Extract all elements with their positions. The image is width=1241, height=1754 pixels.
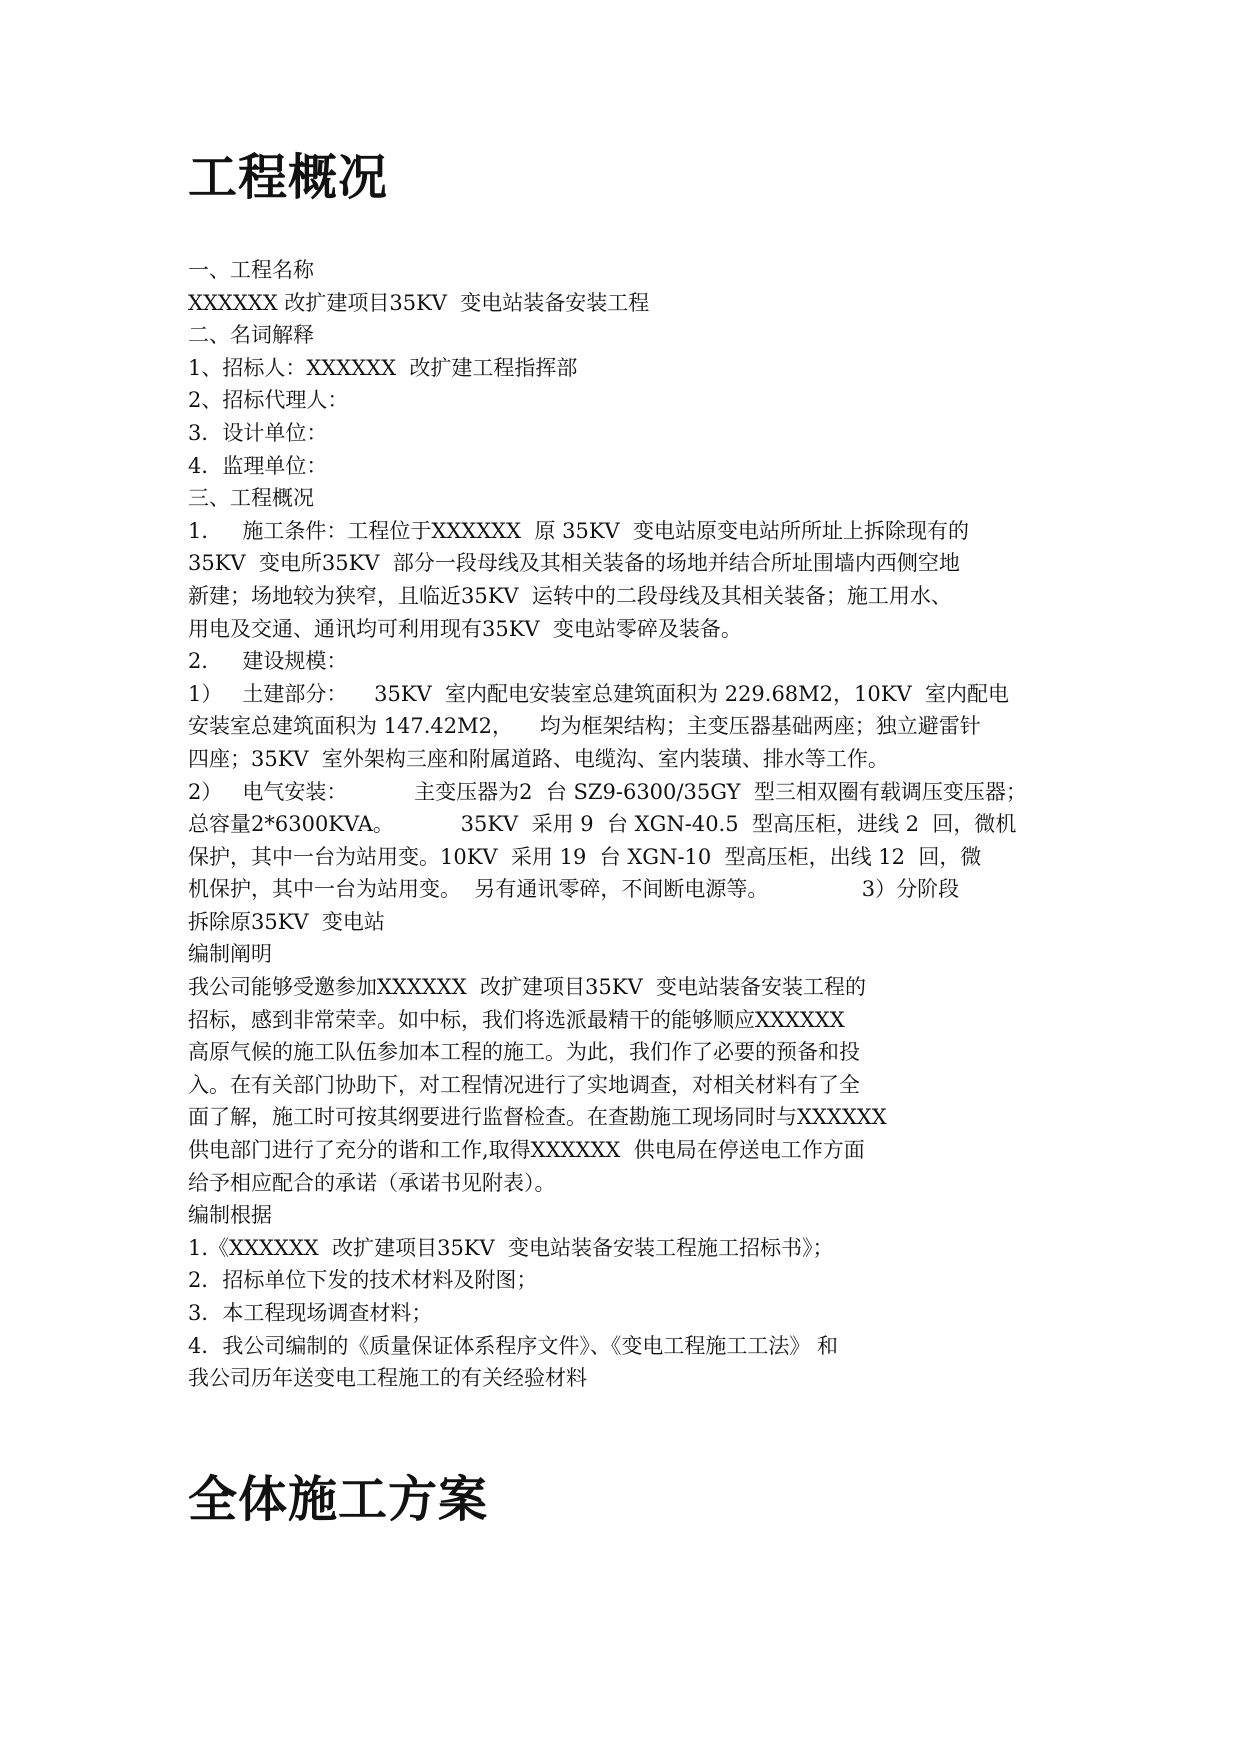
text-line: 我公司能够受邀参加XXXXXX 改扩建项目35KV 变电站装备安装工程的 (188, 975, 866, 1000)
section-heading-construction-plan: 全体施工方案 (188, 1471, 489, 1528)
text-line: 我公司历年送变电工程施工的有关经验材料 (188, 1366, 587, 1391)
text-line: 2） 电气安装： 主变压器为2 台 SZ9-6300/35GY 型三相双圈有载调压变压器； (188, 779, 1027, 804)
text-line: 入。在有关部门协助下，对工程情况进行了实地调查，对相关材料有了全 (188, 1072, 860, 1097)
text-line: XXXXXX 改扩建项目35KV 变电站装备安装工程 (188, 290, 650, 315)
text-line: 给予相应配合的承诺（承诺书见附表）。 (188, 1170, 556, 1195)
text-line: 1． 施工条件：工程位于XXXXXX 原 35KV 变电站原变电站所所址上拆除现有的 (188, 518, 970, 543)
text-line: 2． 建设规模： (188, 649, 348, 674)
body-text (188, 254, 1088, 1395)
text-line: 1.《XXXXXX 改扩建项目35KV 变电站装备安装工程施工招标书》； (188, 1235, 834, 1260)
text-line: 四座；35KV 室外架构三座和附属道路、电缆沟、室内装璜、排水等工作。 (188, 746, 889, 771)
text-line: 4．我公司编制的《质量保证体系程序文件》、《变电工程施工工法》 和 (188, 1333, 839, 1358)
text-line: 安装室总建筑面积为 147.42M2， 均为框架结构；主变压器基础两座；独立避雷针 (188, 714, 981, 739)
text-line: 2、招标代理人： (188, 388, 349, 413)
text-line: 拆除原35KV 变电站 (188, 909, 385, 934)
text-line: 2．招标单位下发的技术材料及附图； (188, 1268, 538, 1293)
text-line: 招标，感到非常荣幸。如中标，我们将选派最精干的能够顺应XXXXXX (188, 1007, 845, 1032)
text-line: 编制根据 (188, 1203, 272, 1228)
text-line: 35KV 变电所35KV 部分一段母线及其相关装备的场地并结合所址围墙内西侧空地 (188, 551, 960, 576)
text-line: 3．设计单位： (188, 420, 328, 445)
text-line: 机保护，其中一台为站用变。 另有通讯零碎，不间断电源等。 3）分阶段 (188, 877, 960, 902)
text-line: 保护，其中一台为站用变。10KV 采用 19 台 XGN-10 型高压柜，出线 12 回，微 (188, 844, 982, 869)
text-line: 总容量2*6300KVA。 35KV 采用 9 台 XGN-40.5 型高压柜，进线 2 回，微机 (188, 812, 1017, 837)
text-line: 1） 土建部分： 35KV 室内配电安装室总建筑面积为 229.68M2，10KV 室内配电 (188, 681, 1009, 706)
text-line: 4．监理单位： (188, 453, 328, 478)
text-line: 1、招标人：XXXXXX 改扩建工程指挥部 (188, 355, 578, 380)
text-line: 用电及交通、通讯均可利用现有35KV 变电站零碎及装备。 (188, 616, 742, 641)
text-line: 新建；场地较为狭窄，且临近35KV 运转中的二段母线及其相关装备；施工用水、 (188, 583, 952, 608)
text-line: 三、工程概况 (188, 486, 314, 511)
section-heading-overview: 工程概况 (188, 149, 389, 206)
text-line: 面了解，施工时可按其纲要进行监督检查。在查勘施工现场同时与XXXXXX (188, 1105, 887, 1130)
text-line: 二、名词解释 (188, 323, 314, 348)
text-line: 高原气候的施工队伍参加本工程的施工。为此，我们作了必要的预备和投 (188, 1040, 860, 1065)
text-line: 3．本工程现场调查材料； (188, 1301, 433, 1325)
text-line: 供电部门进行了充分的谐和工作,取得XXXXXX 供电局在停送电工作方面 (188, 1138, 865, 1163)
text-line: 一、工程名称 (188, 258, 314, 282)
text-line: 编制阐明 (188, 942, 272, 967)
